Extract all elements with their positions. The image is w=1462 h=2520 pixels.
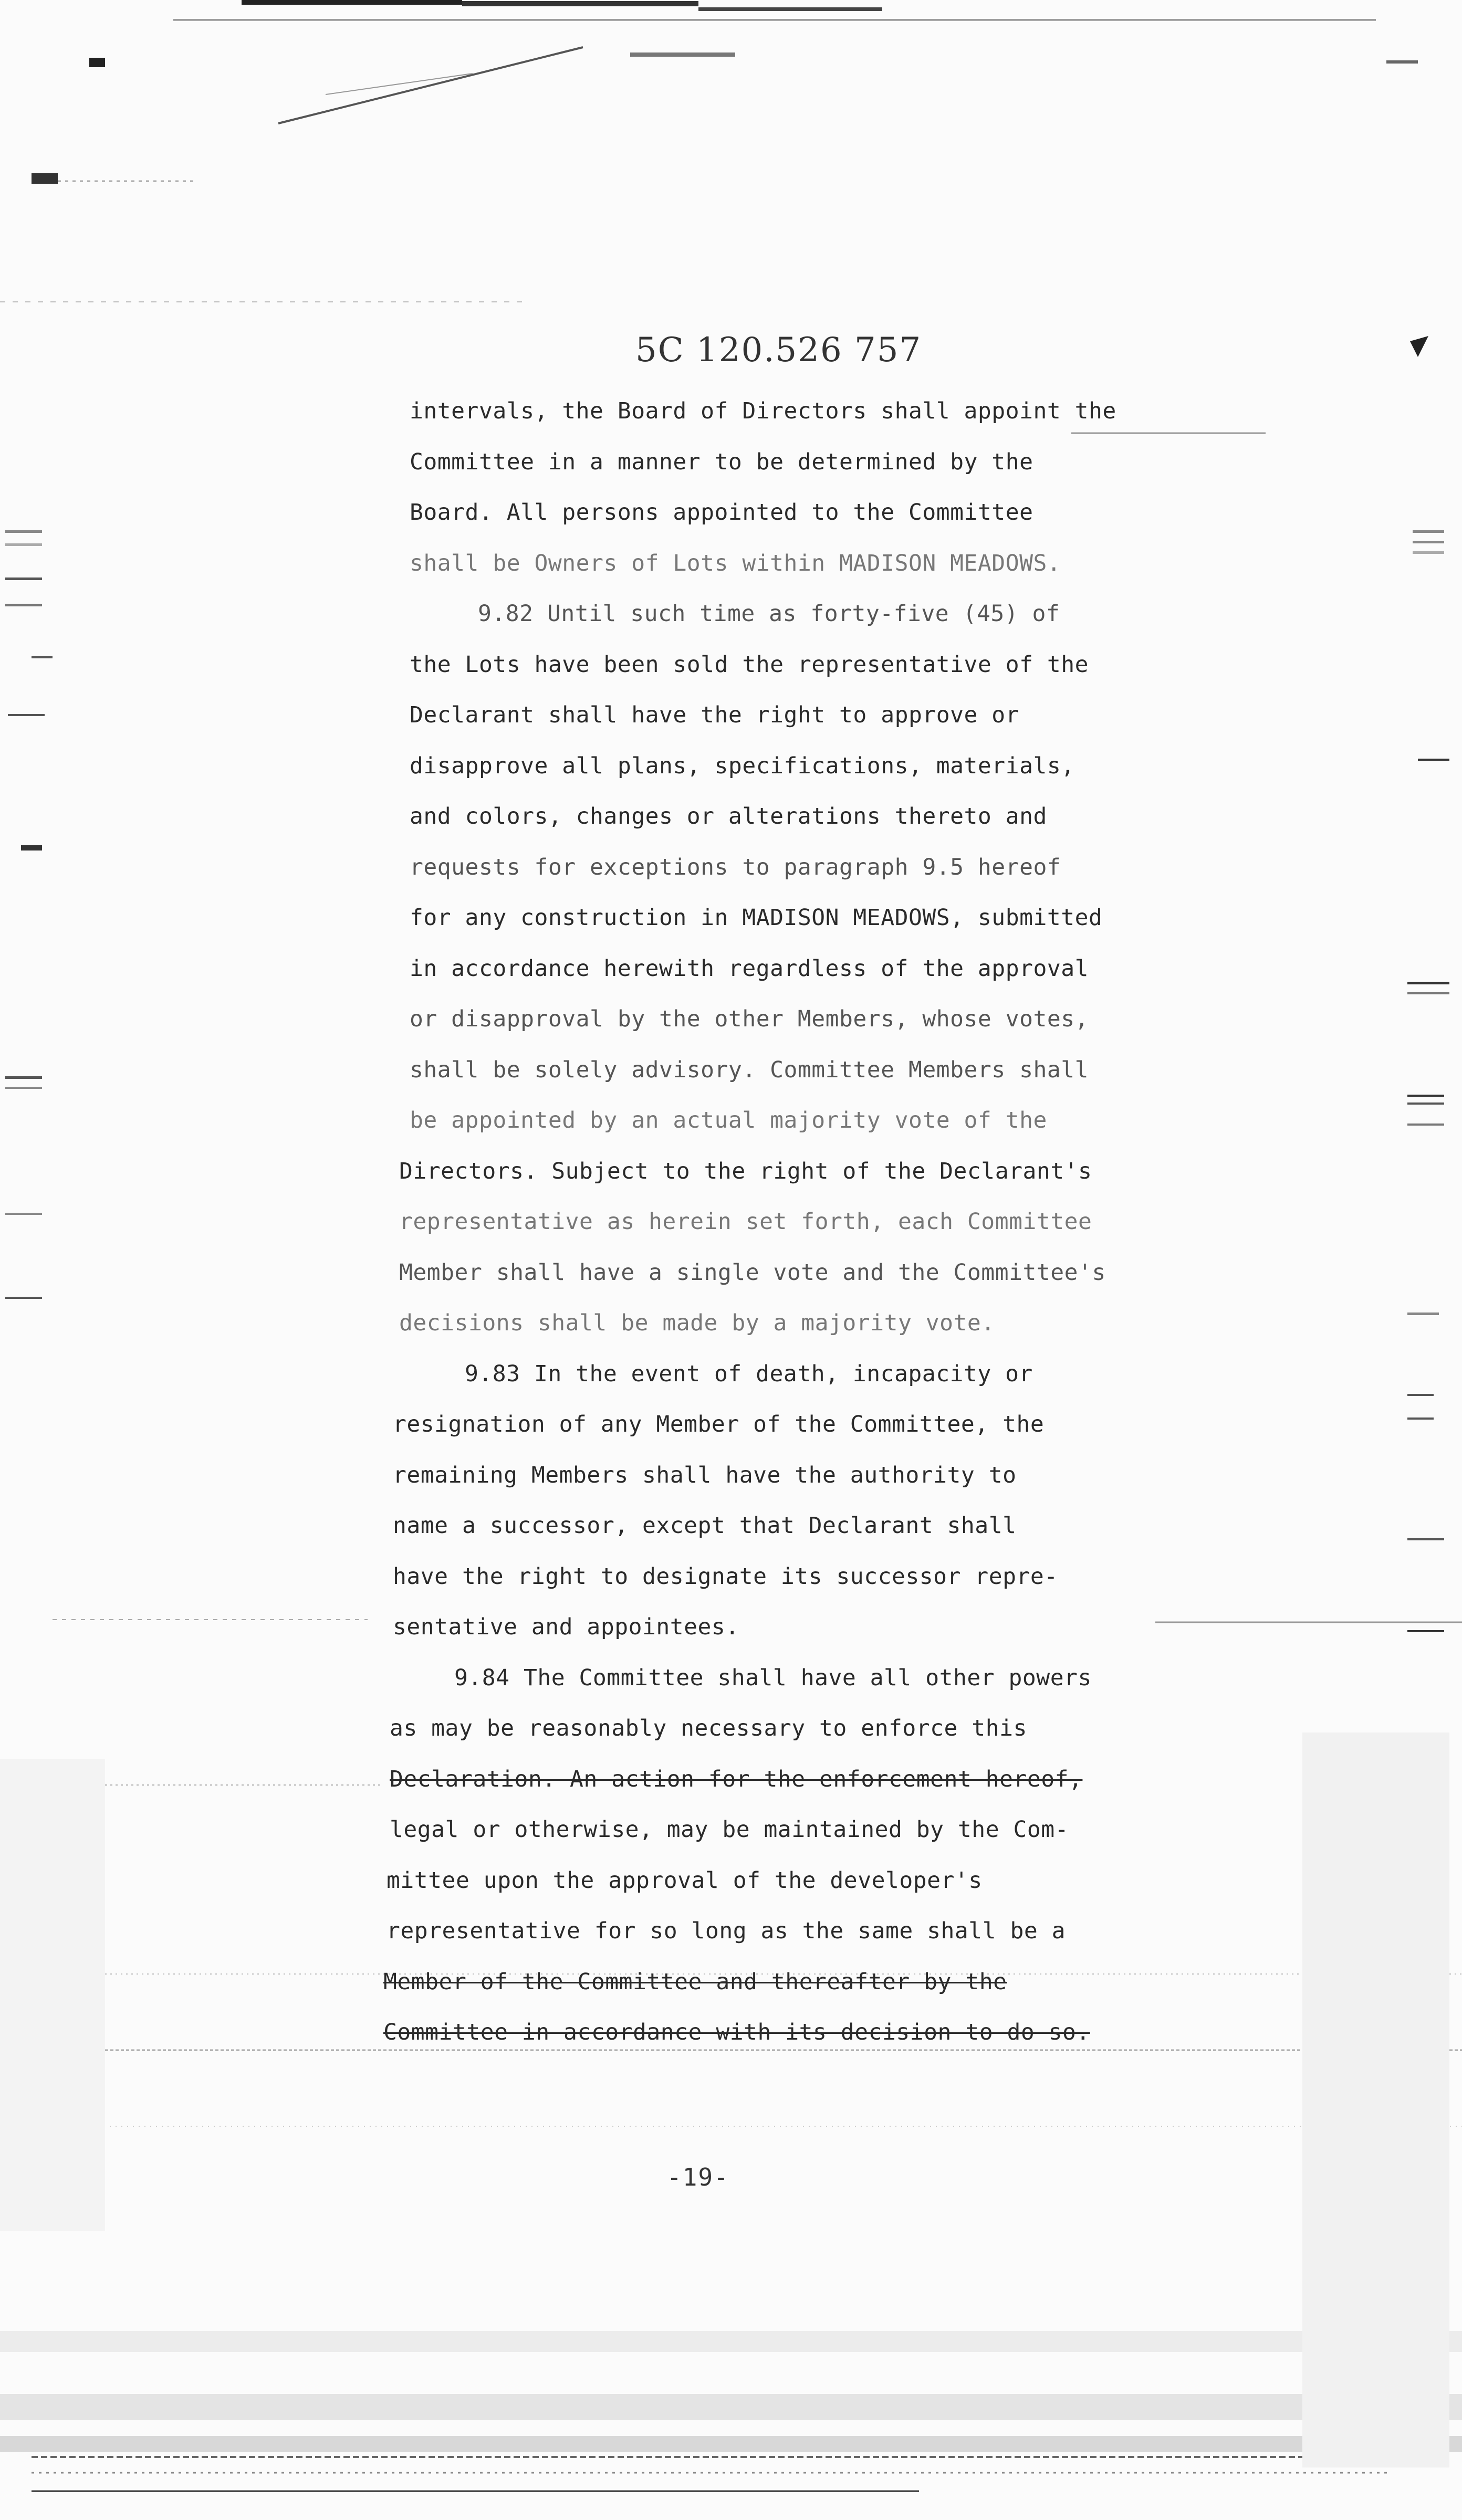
text-line: remaining Members shall have the authority to	[393, 1462, 1017, 1488]
text-line: resignation of any Member of the Committee, the	[393, 1411, 1045, 1437]
text-line: sentative and appointees.	[393, 1614, 739, 1640]
text-line: disapprove all plans, specifications, materials,	[410, 752, 1075, 779]
paragraph-9-84-start: 9.84 The Committee shall have all other powers	[454, 1664, 1092, 1691]
paragraph-9-82-start: 9.82 Until such time as forty-five (45) of	[478, 601, 1060, 627]
text-line: and colors, changes or alterations thereto and	[410, 803, 1047, 830]
text-line: intervals, the Board of Directors shall appoint the	[410, 398, 1116, 424]
text-line: the Lots have been sold the representative of the	[410, 651, 1089, 678]
paragraph-9-83-start: 9.83 In the event of death, incapacity or	[465, 1360, 1033, 1387]
text-line: for any construction in MADISON MEADOWS, submitted	[410, 905, 1103, 931]
text-line: or disapproval by the other Members, whose votes,	[410, 1006, 1089, 1032]
text-line: Member of the Committee and thereafter by the	[383, 1968, 1007, 1995]
text-line: shall be solely advisory. Committee Members shall	[410, 1056, 1089, 1083]
page-number: -19-	[667, 2163, 729, 2191]
text-line: mittee upon the approval of the developer's	[387, 1867, 983, 1894]
text-line: legal or otherwise, may be maintained by the Com-	[390, 1816, 1069, 1843]
text-line: name a successor, except that Declarant shall	[393, 1513, 1017, 1539]
text-line: in accordance herewith regardless of the approval	[410, 955, 1089, 982]
text-line: Directors. Subject to the right of the Declarant's	[399, 1158, 1092, 1184]
text-line: Declaration. An action for the enforcement hereof,	[390, 1766, 1083, 1792]
text-line: Declarant shall have the right to approve or	[410, 702, 1020, 728]
text-line: Member shall have a single vote and the Committee's	[399, 1259, 1106, 1286]
text-line: requests for exceptions to paragraph 9.5 hereof	[410, 854, 1061, 880]
text-line: be appointed by an actual majority vote of the	[410, 1107, 1047, 1133]
text-line: shall be Owners of Lots within MADISON MEADOWS.	[410, 550, 1061, 576]
text-line: Committee in accordance with its decision to do so.	[383, 2019, 1090, 2045]
text-line: Committee in a manner to be determined by the	[410, 448, 1033, 475]
text-line: Board. All persons appointed to the Committee	[410, 499, 1033, 526]
text-line: representative as herein set forth, each Committee	[399, 1209, 1092, 1235]
book-page-reference: 5C 120.526 757	[635, 331, 922, 370]
text-line: representative for so long as the same shall be a	[387, 1918, 1066, 1944]
text-line: have the right to designate its successor repre-	[393, 1563, 1058, 1590]
text-line: decisions shall be made by a majority vote.	[399, 1310, 995, 1336]
text-line: as may be reasonably necessary to enforce this	[390, 1715, 1027, 1741]
document-body	[383, 386, 1145, 2058]
